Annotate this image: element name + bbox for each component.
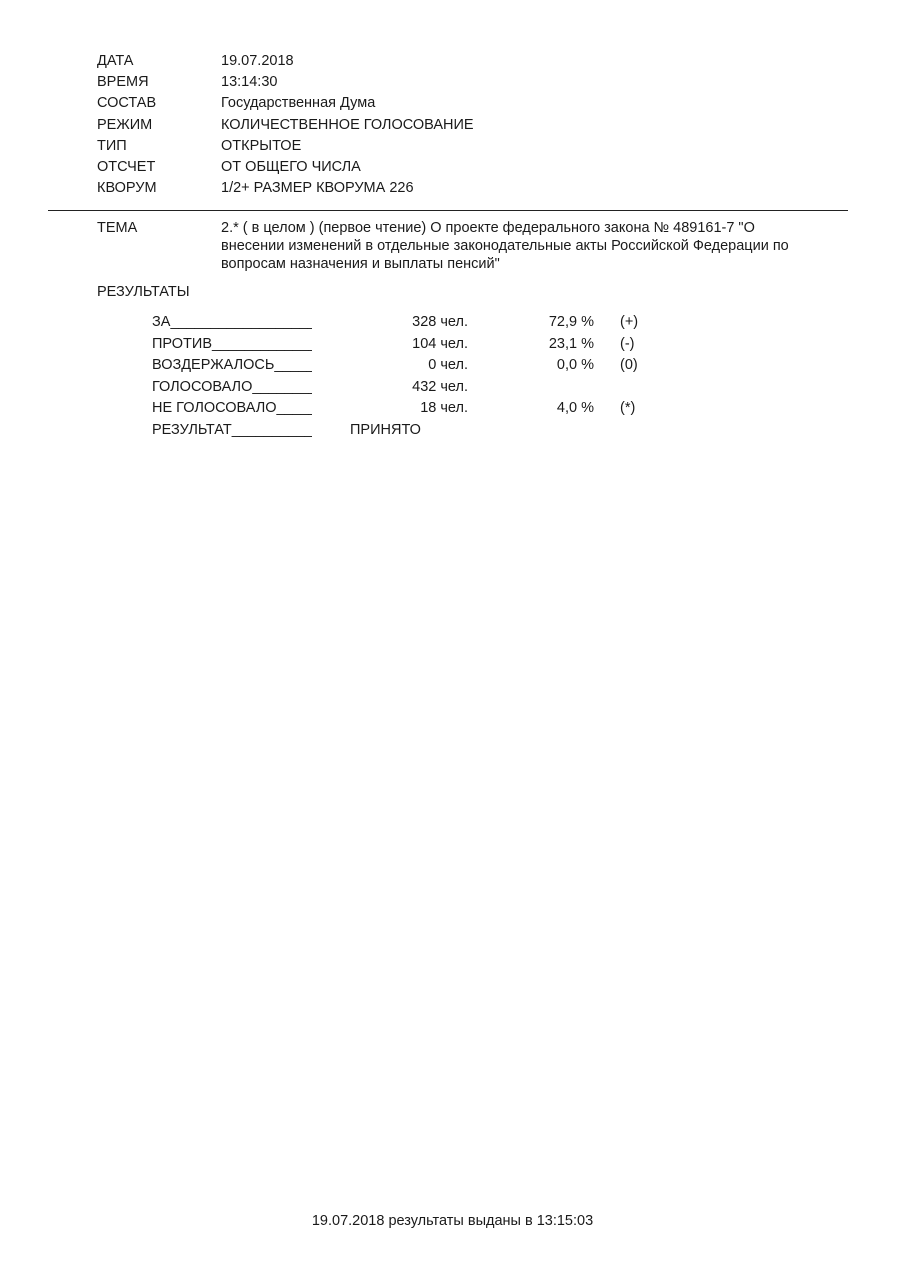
outcome-label: РЕЗУЛЬТАТ _____ <box>152 420 312 442</box>
count-basis-value: ОТ ОБЩЕГО ЧИСЛА <box>221 158 361 175</box>
date-value: 19.07.2018 <box>221 53 294 69</box>
result-label: ГОЛОСОВАЛО _____ <box>152 377 312 399</box>
quorum-value: 1/2+ РАЗМЕР КВОРУМА 226 <box>221 180 414 197</box>
result-count: 104 чел. <box>412 335 468 352</box>
results-table <box>152 312 652 442</box>
result-count: 0 чел. <box>428 357 468 374</box>
result-percent: 72,9 % <box>548 314 594 330</box>
type-label: ТИП <box>97 137 127 154</box>
result-row-not-voted <box>152 398 652 420</box>
result-row-against <box>152 334 652 356</box>
mode-label: РЕЖИМ <box>97 116 153 133</box>
result-label: ПРОТИВ _____ <box>152 334 312 356</box>
time-value: 13:14:30 <box>221 74 278 91</box>
section-divider <box>48 210 848 211</box>
result-count: 328 чел. <box>412 314 468 330</box>
result-percent: 4,0 % <box>556 400 594 417</box>
meta-row-composition <box>97 93 474 114</box>
meta-row-type <box>97 136 474 157</box>
result-label: НЕ ГОЛОСОВАЛО _____ <box>152 398 312 420</box>
result-row-voted <box>152 377 652 399</box>
result-percent: 23,1 % <box>548 335 594 352</box>
result-row-outcome <box>152 420 652 442</box>
result-sign: (-) <box>620 335 635 352</box>
issued-footer: 19.07.2018 результаты выданы в 13:15:03 <box>311 1213 594 1229</box>
result-sign: (0) <box>620 357 638 374</box>
meta-row-mode <box>97 115 474 136</box>
result-label: ЗА _____ <box>152 312 312 334</box>
result-count: 18 чел. <box>420 400 468 417</box>
topic-text: 2.* ( в целом ) (первое чтение) О проекте федерального закона № 489161-7 "О внесении изменений в отдельные законодательные акты Российской Федерации по вопросам назначения и выплаты пенсий" <box>221 220 789 272</box>
topic-block <box>97 219 827 273</box>
meta-row-date <box>97 51 474 72</box>
meta-row-time <box>97 72 474 93</box>
meta-row-quorum <box>97 178 474 199</box>
result-percent: 0,0 % <box>556 357 594 374</box>
meta-row-count-basis <box>97 157 474 178</box>
result-row-abstained <box>152 355 652 377</box>
result-label: ВОЗДЕРЖАЛОСЬ _____ <box>152 355 312 377</box>
time-label: ВРЕМЯ <box>97 74 149 91</box>
count-basis-label: ОТСЧЕТ <box>97 158 156 175</box>
outcome-value: ПРИНЯТО <box>350 421 421 438</box>
result-sign: (+) <box>620 314 639 330</box>
composition-label: СОСТАВ <box>97 95 157 112</box>
quorum-label: КВОРУМ <box>97 180 157 197</box>
results-heading: РЕЗУЛЬТАТЫ <box>97 284 190 300</box>
topic-label: ТЕМА <box>97 220 138 236</box>
result-sign: (*) <box>620 400 636 417</box>
result-row-for <box>152 312 652 334</box>
date-label: ДАТА <box>97 53 134 69</box>
type-value: ОТКРЫТОЕ <box>221 137 302 154</box>
mode-value: КОЛИЧЕСТВЕННОЕ ГОЛОСОВАНИЕ <box>221 116 474 133</box>
composition-value: Государственная Дума <box>221 95 376 112</box>
result-count: 432 чел. <box>412 378 468 395</box>
vote-metadata <box>97 51 474 199</box>
